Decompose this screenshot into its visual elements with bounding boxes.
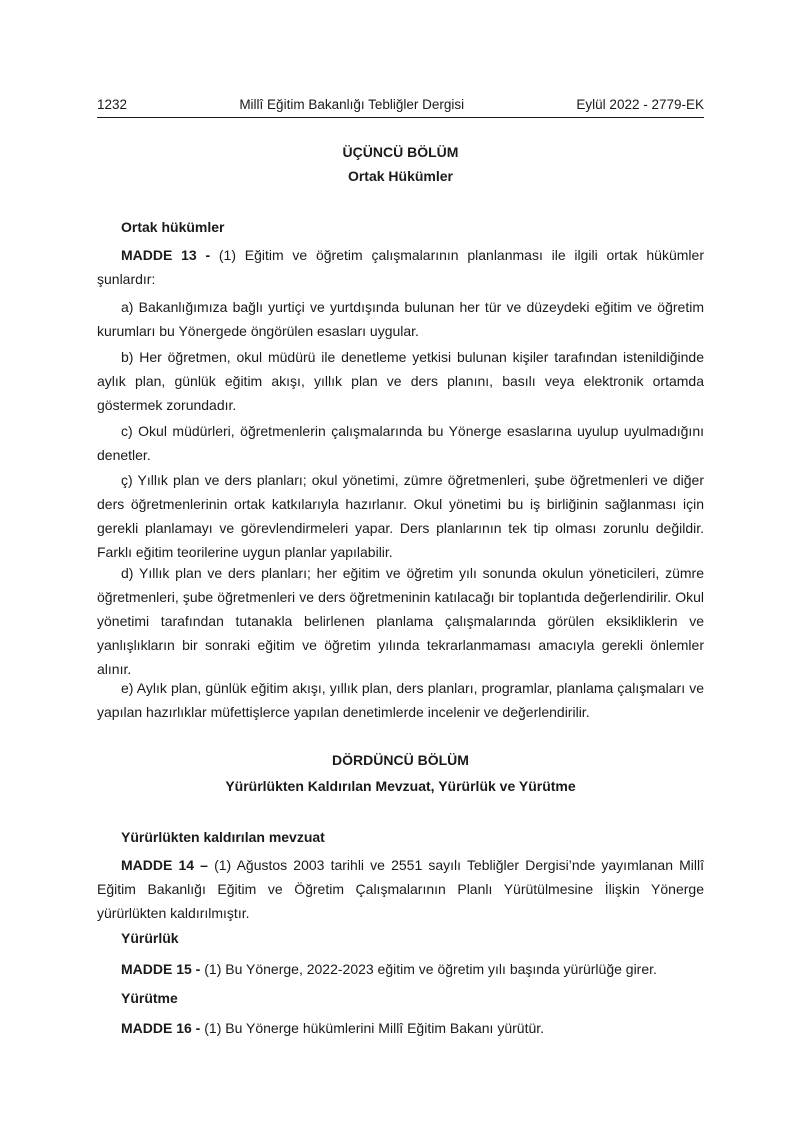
article-16-text: (1) Bu Yönerge hükümlerini Millî Eğitim Bakanı yürütür. <box>200 1020 545 1036</box>
article-13-item-c: c) Okul müdürleri, öğretmenlerin çalışmalarında bu Yönerge esaslarına uyulup uyulmadığını denetler. <box>97 423 704 463</box>
heading-effect: Yürürlük <box>121 930 179 946</box>
article-13-text: (1) Eğitim ve öğretim çalışmalarının planlanması ile ilgili ortak hükümler şunlardır: <box>97 247 704 287</box>
article-15-label: MADDE 15 - <box>121 961 201 977</box>
article-15-text: (1) Bu Yönerge, 2022-2023 eğitim ve öğretim yılı başında yürürlüğe girer. <box>200 961 657 977</box>
article-13-label: MADDE 13 - <box>121 247 211 263</box>
article-15 <box>97 957 704 981</box>
article-16-label: MADDE 16 - <box>121 1020 201 1036</box>
section-3-subtitle: Ortak Hükümler <box>347 168 454 184</box>
article-13-item-e: e) Aylık plan, günlük eğitim akışı, yıllık plan, ders planları, programlar, planlama çalışmaları ve yapılan hazırlıklar müfettişlerce yapılan denetimlerde incelenir ve değerlendirilir. <box>97 680 704 720</box>
article-13-item-b: b) Her öğretmen, okul müdürü ile denetleme yetkisi bulunan kişiler tarafından istenildiğinde aylık plan, günlük eğitim akışı, yıllık plan ve ders planını, basılı veya elektronik ortamda göstermek zorundadır. <box>97 349 704 413</box>
heading-ortak-hukumler: Ortak hükümler <box>121 219 225 235</box>
article-14-label: MADDE 14 – <box>121 857 208 873</box>
heading-exec: Yürütme <box>121 990 178 1006</box>
page-number: 1232 <box>97 97 128 112</box>
heading-repeal: Yürürlükten kaldırılan mevzuat <box>121 829 325 845</box>
section-3-title: ÜÇÜNCÜ BÖLÜM <box>342 144 459 160</box>
article-13-item-d: d) Yıllık plan ve ders planları; her eğitim ve öğretim yılı sonunda okulun yöneticileri, zümre öğretmenleri, şube öğretmenleri ve ders öğretmeninin katılacağı bir toplantıda değerlendirilir. Okul yönetimi tarafından tutanakla belirlenen planlama çalışmalarında görülen eksikliklerin ve yanlışlıkların bir sonraki eğitim ve öğretim yılında tekrarlanmaması amacıyla gerekli önlemler alınır. <box>97 565 704 677</box>
article-14-text: (1) Ağustos 2003 tarihli ve 2551 sayılı Tebliğler Dergisi’nde yayımlanan Millî Eğitim Bakanlığı Eğitim ve Öğretim Çalışmalarının Planlı Yürütülmesine İlişkin Yönerge yürürlükten kaldırılmıştır. <box>97 857 705 921</box>
page-header <box>97 97 704 117</box>
header-divider <box>97 117 704 118</box>
article-16 <box>97 1016 704 1040</box>
article-13-item-cc: ç) Yıllık plan ve ders planları; okul yönetimi, zümre öğretmenleri, şube öğretmenleri ve diğer ders öğretmenlerinin ortak katkılarıyla hazırlanır. Okul yönetimi bu iş birliğinin sağlanması için gerekli planlamayı ve görevlendirmeleri yapar. Ders planlarının tek tip olması zorunlu değildir. Farklı eğitim teorilerine uygun planlar yapılabilir. <box>97 472 704 560</box>
section-4-subtitle: Yürürlükten Kaldırılan Mevzuat, Yürürlük ve Yürütme <box>225 778 576 794</box>
article-14 <box>97 853 704 925</box>
section-4-title: DÖRDÜNCÜ BÖLÜM <box>332 752 469 768</box>
issue-info: Eylül 2022 - 2779-EK <box>576 97 704 112</box>
article-13-item-a: a) Bakanlığımıza bağlı yurtiçi ve yurtdışında bulunan her tür ve düzeydeki eğitim ve öğretim kurumları bu Yönergede öngörülen esasları uygular. <box>97 299 704 339</box>
journal-title: Millî Eğitim Bakanlığı Tebliğler Dergisi <box>239 97 465 112</box>
article-13-intro <box>97 243 704 291</box>
